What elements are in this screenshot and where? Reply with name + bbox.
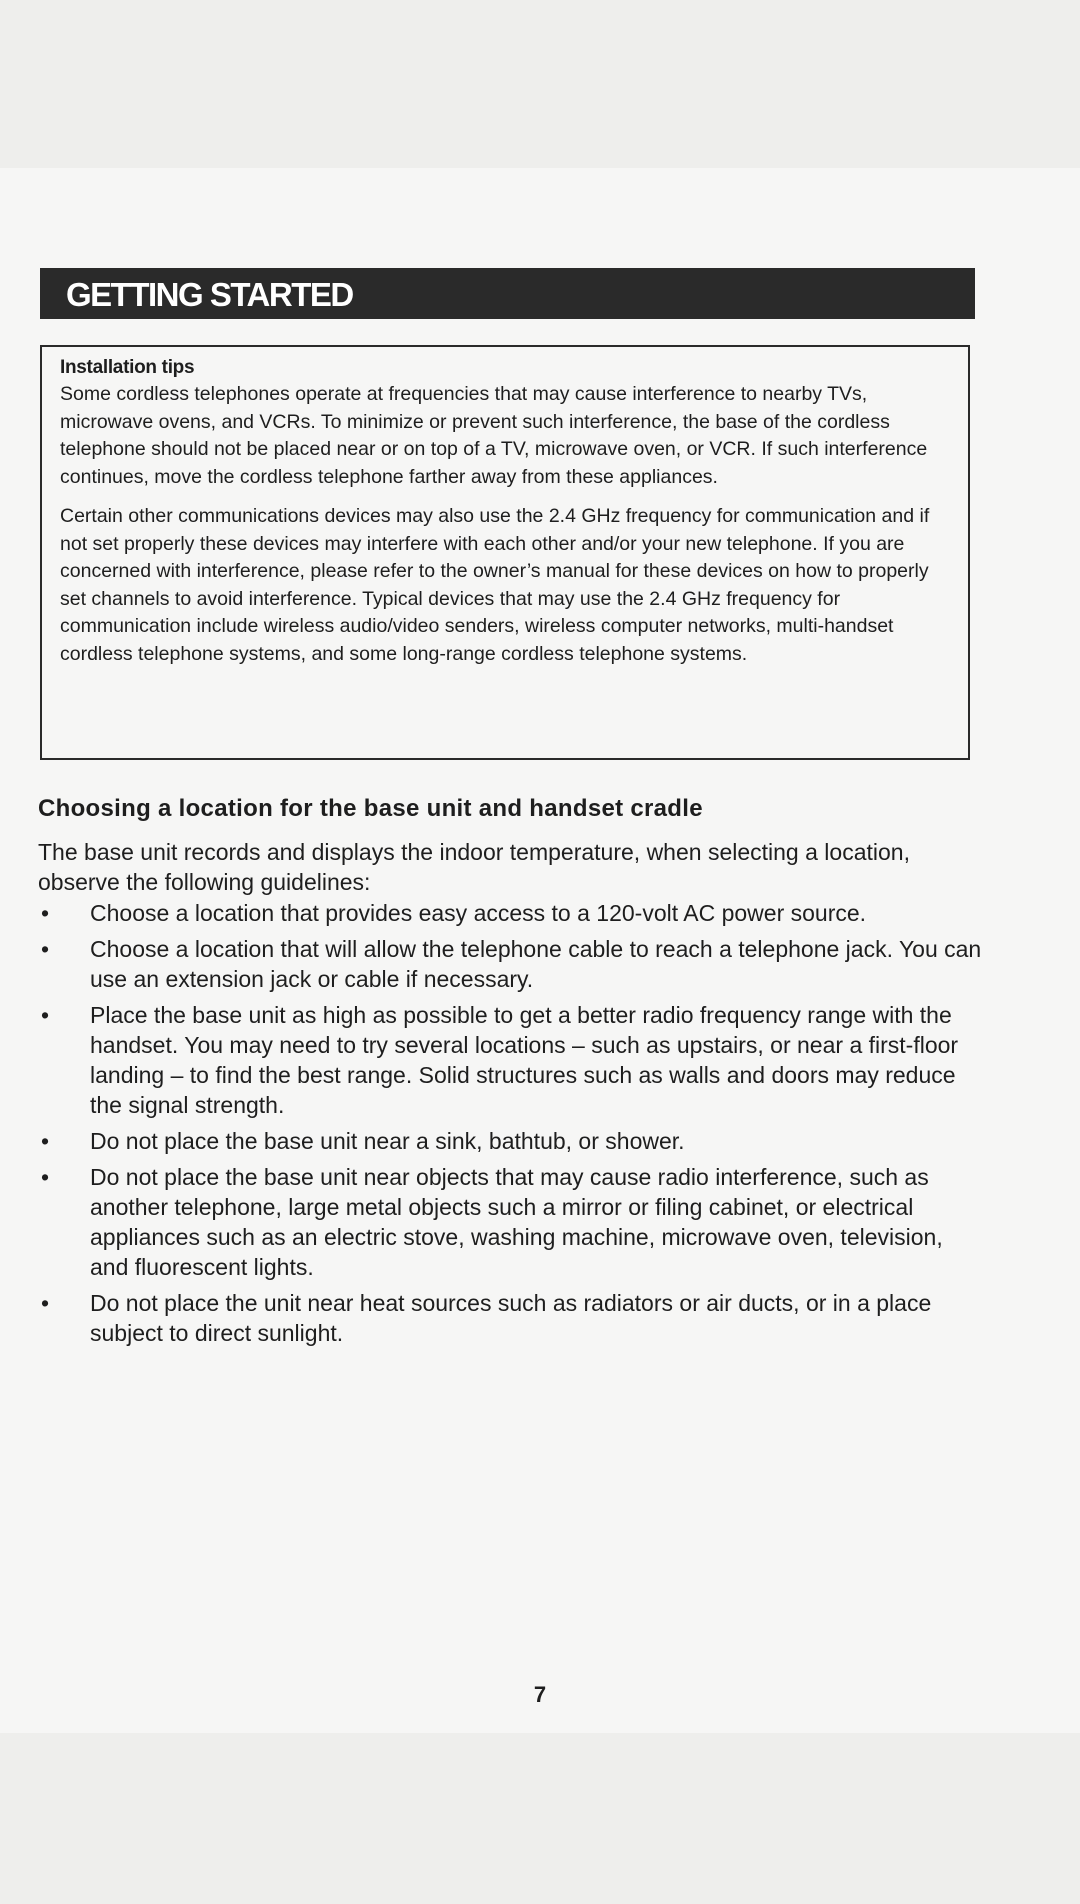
list-item — [38, 1000, 983, 1120]
installation-tips-box — [40, 345, 970, 760]
bullet-icon: • — [40, 936, 50, 962]
page-number: 7 — [533, 1682, 547, 1707]
installation-tips-title: Installation tips — [60, 357, 195, 378]
list-item-text: Choose a location that will allow the telephone cable to reach a telephone jack. You can use an extension jack or cable if necessary. — [90, 936, 982, 992]
list-item — [38, 1126, 983, 1156]
list-item-text: Do not place the base unit near objects that may cause radio interference, such as another telephone, large metal objects such a mirror or filing cabinet, or electrical appliances such as an electric stove, washing machine, microwave oven, television, and fluorescent lights. — [90, 1164, 943, 1280]
list-item-text: Choose a location that provides easy access to a 120-volt AC power source. — [90, 900, 867, 926]
bullet-icon: • — [40, 900, 50, 926]
list-item-text: Place the base unit as high as possible to get a better radio frequency range with the handset. You may need to try several locations – such as upstairs, or near a first-floor landing – to find the best range. Solid structures such as walls and doors may reduce the signal strength. — [90, 1002, 959, 1118]
location-section-intro: The base unit records and displays the indoor temperature, when selecting a location, observe the following guidelines: — [38, 839, 910, 895]
list-item — [38, 898, 983, 928]
bullet-icon: • — [40, 1290, 50, 1316]
installation-tips-paragraph-1: Some cordless telephones operate at frequencies that may cause interference to nearby TVs, microwave ovens, and VCRs. To minimize or prevent such interference, the base of the cordless telephone should not be placed near or on top of a TV, microwave oven, or VCR. If such interference continues, move the cordless telephone farther away from these appliances. — [60, 383, 928, 488]
section-header-title: GETTING STARTED — [66, 276, 353, 313]
list-item — [38, 1288, 983, 1348]
bullet-icon: • — [40, 1128, 50, 1154]
location-guidelines-list — [38, 898, 983, 1354]
list-item-text: Do not place the base unit near a sink, bathtub, or shower. — [90, 1128, 685, 1154]
bullet-icon: • — [40, 1164, 50, 1190]
installation-tips-paragraph-2: Certain other communications devices may also use the 2.4 GHz frequency for communication and if not set properly these devices may interfere with each other and/or your new telephone. If you are concerned with interference, please refer to the owner’s manual for these devices on how to properly set channels to avoid interference. Typical devices that may use the 2.4 GHz frequency for communication include wireless audio/video senders, wireless computer networks, multi-handset cordless telephone systems, and some long-range cordless telephone systems. — [60, 505, 930, 665]
list-item — [38, 1162, 983, 1282]
section-header-bar — [40, 268, 975, 319]
bullet-icon: • — [40, 1002, 50, 1028]
list-item-text: Do not place the unit near heat sources such as radiators or air ducts, or in a place subject to direct sunlight. — [90, 1290, 932, 1346]
location-section-heading: Choosing a location for the base unit and handset cradle — [38, 795, 703, 822]
list-item — [38, 934, 983, 994]
